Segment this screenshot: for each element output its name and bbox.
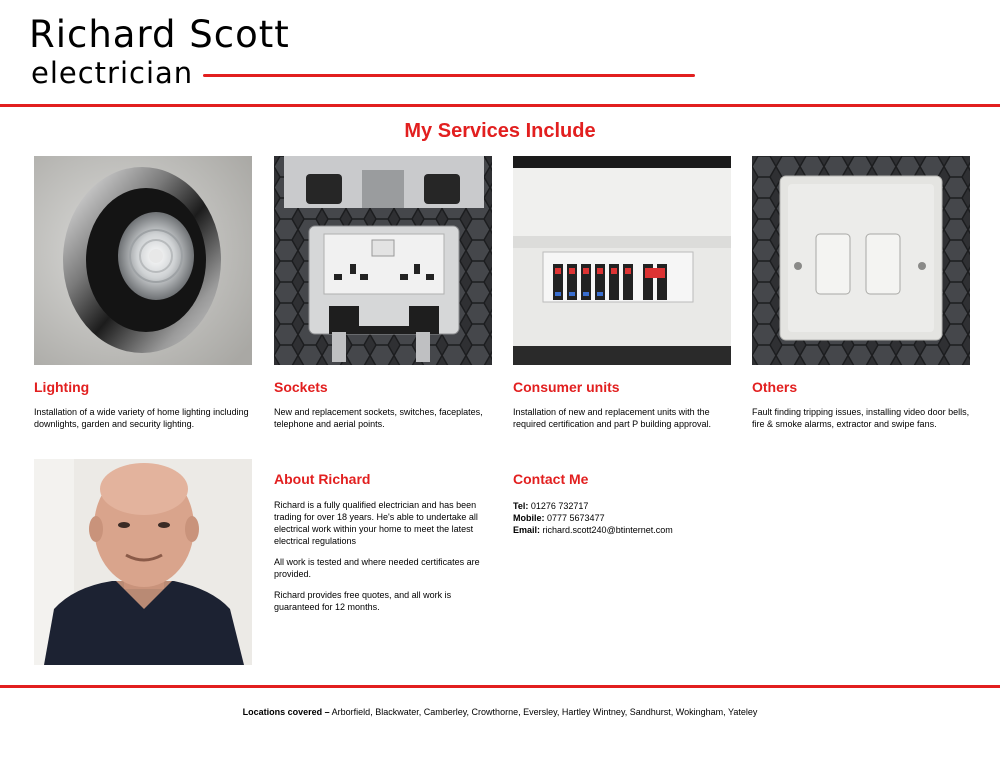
service-title-consumer-units: Consumer units — [513, 379, 620, 395]
email-label: Email: — [513, 525, 541, 535]
about-section — [274, 471, 492, 613]
header-divider — [0, 104, 1000, 107]
mobile-label: Mobile: — [513, 513, 545, 523]
about-paragraph-3: Richard provides free quotes, and all work is guaranteed for 12 months. — [274, 590, 452, 612]
logo-subtitle: electrician — [31, 56, 194, 90]
contact-mobile — [513, 512, 743, 524]
tel-label: Tel: — [513, 501, 529, 511]
email-link[interactable]: richard.scott240@btinternet.com — [542, 525, 673, 535]
consumer-units-photo — [513, 156, 731, 365]
contact-email — [513, 524, 743, 536]
sockets-photo — [274, 156, 492, 365]
footer-label: Locations covered – — [242, 707, 330, 717]
services-title: My Services Include — [404, 120, 596, 142]
about-title: About Richard — [274, 471, 371, 487]
others-photo — [752, 156, 970, 365]
service-card-consumer-units — [513, 156, 731, 430]
service-text-sockets: New and replacement sockets, switches, faceplates, telephone and aerial points. — [274, 407, 483, 429]
service-card-lighting — [34, 156, 252, 430]
logo-name[interactable]: Richard Scott — [29, 13, 290, 56]
footer-locations: Arborfield, Blackwater, Camberley, Crowthorne, Eversley, Hartley Wintney, Sandhurst, Wokingham, Yateley — [331, 707, 758, 717]
tel-number[interactable]: 01276 732717 — [530, 501, 589, 511]
service-title-others: Others — [752, 379, 798, 395]
contact-title: Contact Me — [513, 471, 589, 487]
service-text-others: Fault finding tripping issues, installing video door bells, fire & smoke alarms, extractor and swipe fans. — [752, 407, 970, 429]
mobile-number[interactable]: 0777 5673477 — [547, 513, 605, 523]
service-card-sockets — [274, 156, 492, 430]
service-card-others — [752, 156, 970, 430]
service-title-sockets: Sockets — [274, 379, 328, 395]
footer — [0, 707, 1000, 717]
footer-divider — [0, 685, 1000, 688]
logo-underline — [203, 74, 695, 77]
service-text-consumer-units: Installation of new and replacement units with the required certification and part P building approval. — [513, 407, 711, 429]
contact-tel — [513, 500, 743, 512]
contact-section — [513, 471, 743, 536]
service-text-lighting: Installation of a wide variety of home lighting including downlights, garden and security lighting. — [34, 407, 249, 429]
about-paragraph-1: Richard is a fully qualified electrician and has been trading for over 18 years. He's able to undertake all electrical work within your home to meet the latest electrical regulations — [274, 500, 478, 546]
lighting-photo — [34, 156, 252, 365]
service-title-lighting: Lighting — [34, 379, 90, 395]
about-paragraph-2: All work is tested and where needed certificates are provided. — [274, 557, 480, 579]
richard-portrait — [34, 459, 252, 665]
